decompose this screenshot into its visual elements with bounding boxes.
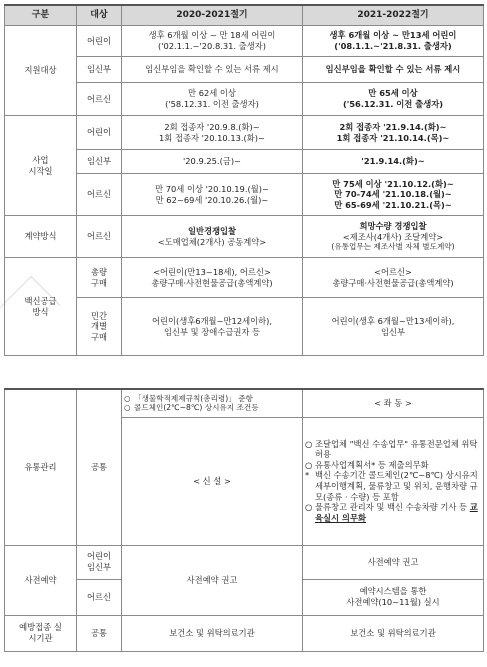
table-row [5,545,484,579]
cell-prev: 만 70세 이상 '20.10.19.(월)~ 만 62~69세 '20.10.26.(월)~ [122,174,303,216]
table-header-row [5,5,484,26]
group-distribution: 유통관리 [5,389,77,545]
row-label-elder: 어르신 [77,216,122,258]
cell-cur-top: < 좌 동 > [303,389,484,417]
header-category: 구분 [5,5,77,26]
cell-cur: 희망수량 경쟁입찰 <제조사(4개사) 조달계약> (유통업무는 제조사별 자체 별도계약) [303,216,484,258]
row-label-common: 공통 [77,615,122,651]
table-row [5,174,484,216]
group-reservation: 사전예약 [5,545,77,615]
comparison-table-top [4,4,484,356]
row-label-private: 민간 개별 구매 [77,298,122,356]
table-row [5,116,484,150]
cell-cur: 2회 접종자 '21.9.14.(화)~ 1회 접종자 '21.10.14.(목)~ [303,116,484,150]
cell-prev: 생후 6개월 이상 ~ 만 18세 어린이 ('02.1.1.~'20.8.31. 출생자) [122,26,303,57]
cell-cur: 만 65세 이상 ('56.12.31. 이전 출생자) [303,83,484,116]
row-label-elder: 어르신 [77,579,122,615]
table-row [5,150,484,174]
table-row [5,83,484,116]
cell-prev-new: < 신 설 > [122,417,303,545]
header-prev-season: 2020-2021절기 [122,5,303,26]
cell-prev: 만 62세 이상 ('58.12.31. 이전 출생자) [122,83,303,116]
cell-cur: 임신부임을 확인할 수 있는 서류 제시 [303,57,484,83]
comparison-table-bottom [4,388,484,652]
cell-prev: 일반경쟁입찰 <도매업체(2개사) 공동계약> [122,216,303,258]
row-label-child-pregnant: 어린이 임신부 [77,545,122,579]
cell-prev: 임신부임을 확인할 수 있는 서류 제시 [122,57,303,83]
group-institution: 예방접종 실 시기관 [5,615,77,651]
table-row [5,298,484,356]
cell-cur: 예약시스템을 통한 사전예약(10~11월) 실시 [303,579,484,615]
table-row [5,615,484,651]
cell-prev: <어린이(만13~18세), 어르신> 총량구매·사전현물공급(총액계약) [122,258,303,298]
cell-cur-bullets: ○ 조달업체 "백신 수송업무" 유통전문업체 위탁허용 ○ 유통사업계획서* 등 제출의무화 * 백신 수송기간 콜드체인(2℃~8℃) 상시유지 세부이행계획, 물류창고 및 위치, 운행차량 규모(종류 · 수량) 등 포함 ○ 물류창고 관리자 및 백신 수송차량 기사 등 교육실시 의무화 [303,417,484,545]
row-label-child: 어린이 [77,26,122,57]
row-label-pregnant: 임신부 [77,57,122,83]
cell-cur: 보건소 및 위탁의료기관 [303,615,484,651]
group-start-date: 사업 시작일 [5,116,77,216]
group-contract: 계약방식 [5,216,77,258]
table-row [5,216,484,258]
row-label-elder: 어르신 [77,174,122,216]
cell-cur: 어린이(생후 6개월~만13세이하), 임신부 [303,298,484,356]
header-cur-season: 2021-2022절기 [303,5,484,26]
cell-prev: 사전예약 권고 [122,545,303,615]
group-supply-method: 백신공급 방식 [5,258,77,356]
row-label-elder: 어르신 [77,83,122,116]
cell-prev: 어린이(생후6개월~만12세이하), 임신부 및 장애수급권자 등 [122,298,303,356]
cell-prev-top: ○ 「생물학적제제규칙(총리령)」 준항 ○ 콜드체인(2℃~8℃) 상시유지 조건등 [122,389,303,417]
cell-prev: 2회 접종자 '20.9.8.(화)~ 1회 접종자 '20.10.13.(화)~ [122,116,303,150]
cell-cur: '21.9.14.(화)~ [303,150,484,174]
cell-cur: 만 75세 이상 '21.10.12.(화)~ 만 70-74세 '21.10.18.(월)~ 만 65-69세 '21.10.21.(목)~ [303,174,484,216]
cell-cur: 사전예약 권고 [303,545,484,579]
table-row [5,26,484,57]
row-label-national: 총량 구매 [77,258,122,298]
cell-cur: 생후 6개월 이상 ~ 만13세 어린이 ('08.1.1.~'21.8.31. 출생자) [303,26,484,57]
row-label-common: 공통 [77,389,122,545]
table-row [5,57,484,83]
row-label-pregnant: 임신부 [77,150,122,174]
cell-prev: 보건소 및 위탁의료기관 [122,615,303,651]
cell-cur: <어르신> 총량구매·사전현물공급(총액계약) [303,258,484,298]
row-label-child: 어린이 [77,116,122,150]
header-target: 대상 [77,5,122,26]
cell-prev: '20.9.25.(금)~ [122,150,303,174]
table-row [5,389,484,417]
group-support-target: 지원대상 [5,26,77,116]
table-row [5,258,484,298]
